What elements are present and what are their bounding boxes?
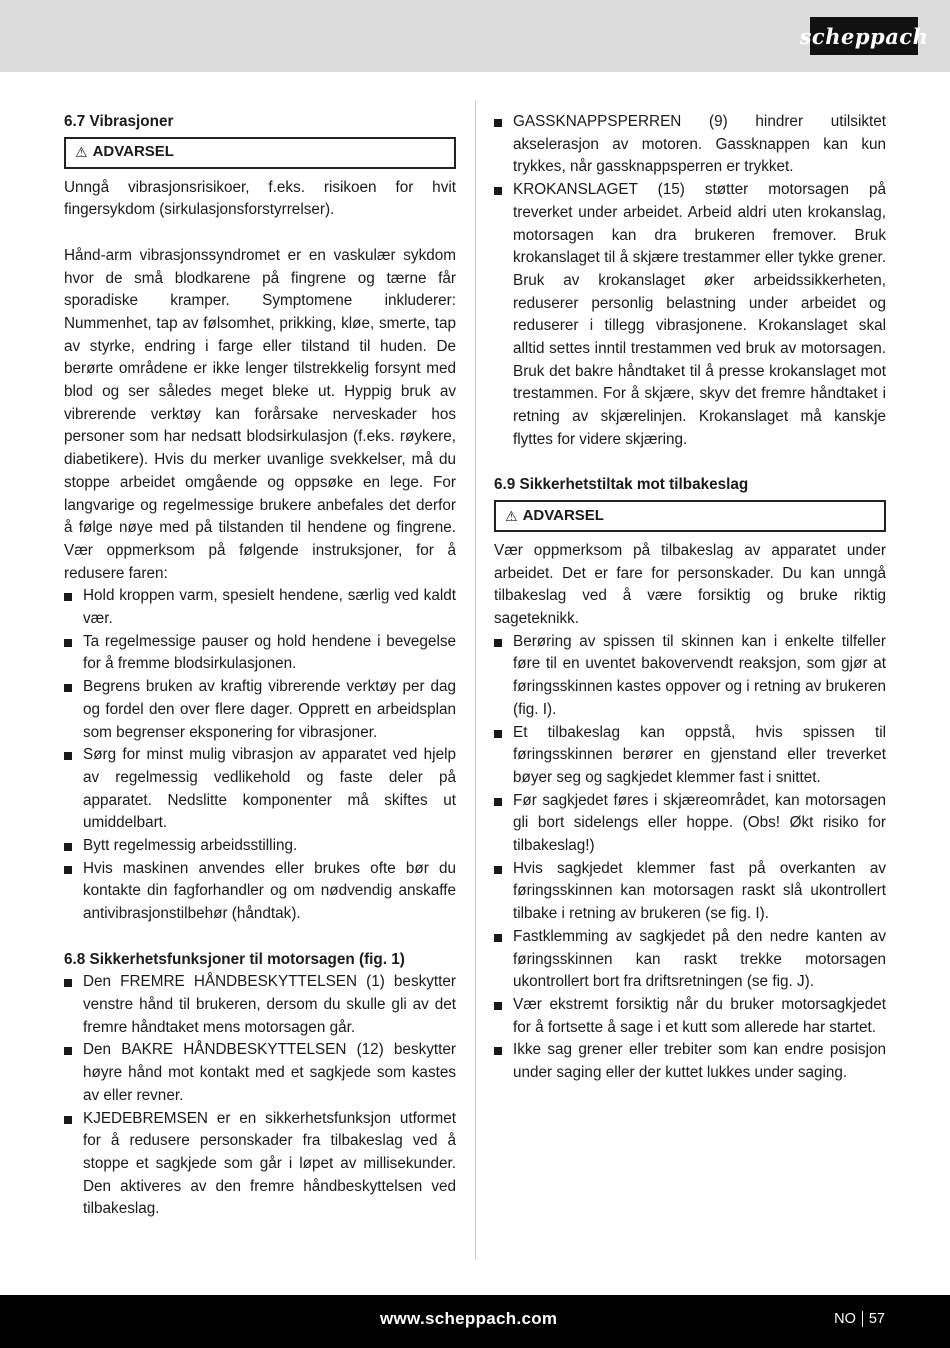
list-item: Ikke sag grener eller trebiter som kan endre posisjon under saging eller der kuttet lukkes under saging. [494,1039,886,1084]
website-link[interactable]: www.scheppach.com [380,1309,558,1328]
section-6-9-title: 6.9 Sikkerhetstiltak mot tilbakeslag [494,476,749,494]
left-column [64,111,456,1221]
square-bullet-icon [494,730,502,738]
square-bullet-icon [494,639,502,647]
square-bullet-icon [64,979,72,987]
list-item: Før sagkjedet føres i skjæreområdet, kan motorsagen gli bort sidelengs eller hoppe. (Obs! Økt risiko for tilbakeslag!) [494,790,886,858]
bullet-list-6-7 [64,585,456,926]
paragraph: Vær oppmerksom på tilbakeslag av apparatet under arbeidet. Det er fare for personskader. Du kan unngå tilbakeslag ved å være forsiktig og bruke riktig sageteknikk. [494,541,886,628]
list-item: Vær ekstremt forsiktig når du bruker motorsagkjedet for å fortsette å sage i et kutt som allerede har startet. [494,994,886,1039]
list-item: Begrens bruken av kraftig vibrerende verktøy per dag og fordel den over flere dager. Opprett en arbeidsplan som begrenser eksponering for vibrasjoner. [64,676,456,744]
list-item: Hvis maskinen anvendes eller brukes ofte bør du kontakte din fagforhandler og om nødvendig anskaffe antivibrasjonstilbehør (håndtak). [64,858,456,926]
warning-box-6-7 [64,137,456,169]
square-bullet-icon [494,798,502,806]
section-6-8-title: 6.8 Sikkerhetsfunksjoner til motorsagen (fig. 1) [64,950,405,968]
page-number: 57 [868,1311,885,1327]
warning-label: ADVARSEL [92,143,174,161]
language-code: NO [834,1311,856,1327]
column-divider [475,100,476,1260]
list-item: Berøring av spissen til skinnen kan i enkelte tilfeller føre til en uventet bakovervendt reaksjon, som gjør at føringsskinnen kastes oppover og i retning av brukeren (fig. I). [494,631,886,722]
square-bullet-icon [64,752,72,760]
square-bullet-icon [494,934,502,942]
list-item: Hold kroppen varm, spesielt hendene, særlig ved kaldt vær. [64,585,456,630]
brand-logo: scheppach [810,17,918,55]
bullet-list-6-9 [494,631,886,1085]
list-item: Fastklemming av sagkjedet på den nedre kanten av føringsskinnen kan raskt trekke motorsagen ukontrollert bort fra driftsretningen (se fig. J). [494,926,886,994]
square-bullet-icon [64,843,72,851]
footer-bar [0,1295,950,1348]
warning-triangle-icon: ⚠ [505,507,518,524]
square-bullet-icon [494,866,502,874]
bullet-list-6-8 [64,971,456,1221]
square-bullet-icon [64,866,72,874]
square-bullet-icon [494,1002,502,1010]
paragraph: Unngå vibrasjonsrisikoer, f.eks. risikoen for hvit fingersykdom (sirkulasjonsforstyrrelser). [64,178,456,219]
section-6-7-title: 6.7 Vibrasjoner [64,113,174,130]
paragraph: Hånd-arm vibrasjonssyndromet er en vaskulær sykdom hvor de små blodkarene på fingrene og tærne får sporadiske kramper. Symptomene inkluderer: Nummenhet, tap av følsomhet, prikking, kløe, smerte, tap av styrke, endring i farge eller tilstand til huden. De berørte områdene er ikke lenger tilstrekkelig forsynt med blod og ser således meget bleke ut. Hyppig bruk av vibrerende verktøy kan forårsake nerveskader hos personer som har nedsatt blodsirkulasjon (f.eks. røykere, diabetikere). Hvis du merker uvanlige svekkelser, må du stoppe arbeidet omgående og oppsøke en lege. For langvarige og regelmessige brukere anbefales det derfor å følge nøye med på tilstanden til hendene og fingrene. Vær oppmerksom på følgende instruksjoner, for å redusere faren: [64,246,456,582]
square-bullet-icon [64,639,72,647]
square-bullet-icon [494,1047,502,1055]
list-item: KJEDEBREMSEN er en sikkerhetsfunksjon utformet for å redusere personskader fra tilbakeslag ved å stoppe et sagkjede som går i løpet av millisekunder. Den aktiveres av den fremre håndbeskyttelsen ved tilbakeslag. [64,1108,456,1222]
square-bullet-icon [64,1116,72,1124]
list-item: GASSKNAPPSPERREN (9) hindrer utilsiktet akselerasjon av motoren. Gassknappen kan kun trykkes, når gassknappsperren er trykket. [494,111,886,179]
warning-triangle-icon: ⚠ [75,144,88,161]
square-bullet-icon [64,593,72,601]
list-item: KROKANSLAGET (15) støtter motorsagen på treverket under arbeidet. Arbeid aldri uten krokanslag, motorsagen kan dra brukeren fremover. Bruk krokanslaget til å skjære trestammer eller tykke grener. Bruk av krokanslaget øker arbeidssikkerheten, reduserer personlig belastning under arbeidet og reduserer i tillegg vibrasjonene. Krokanslaget skal alltid settes inntil trestammen ved bruk av motorsagen. Bruk det bakre håndtaket til å presse krokanslaget mot trestammen. For å skjære, skyv det fremre håndtaket i retning av skjærelinjen. Krokanslaget må kanskje flyttes for videre skjæring. [494,179,886,451]
list-item: Hvis sagkjedet klemmer fast på overkanten av føringsskinnen kan motorsagen raskt slå ukontrollert tilbake i retning av brukeren (se fig. I). [494,858,886,926]
list-item: Bytt regelmessig arbeidsstilling. [64,835,456,858]
list-item: Sørg for minst mulig vibrasjon av apparatet ved hjelp av regelmessig vedlikehold og faste deler på apparatet. Nedslitte komponenter må skiftes ut umiddelbart. [64,744,456,835]
square-bullet-icon [494,187,502,195]
list-item: Ta regelmessige pauser og hold hendene i bevegelse for å fremme blodsirkulasjonen. [64,631,456,676]
warning-label: ADVARSEL [522,506,604,524]
square-bullet-icon [64,1047,72,1055]
list-item: Den FREMRE HÅNDBESKYTTELSEN (1) beskytter venstre hånd til brukeren, dersom du skulle gli av det fremre håndtaket mens motorsagen går. [64,971,456,1039]
separator [862,1311,863,1327]
bullet-list-6-8-continued [494,111,886,452]
square-bullet-icon [494,119,502,127]
list-item: Et tilbakeslag kan oppstå, hvis spissen til føringsskinnen berører en gjenstand eller treverket bøyer seg og sagkjedet klemmer fast i snittet. [494,722,886,790]
square-bullet-icon [64,684,72,692]
list-item: Den BAKRE HÅNDBESKYTTELSEN (12) beskytter høyre hånd mot kontakt med et sagkjede som kastes av eller revner. [64,1039,456,1107]
page-indicator [834,1311,885,1327]
right-column [494,111,886,1085]
header-band [0,0,950,72]
warning-box-6-9 [494,500,886,532]
